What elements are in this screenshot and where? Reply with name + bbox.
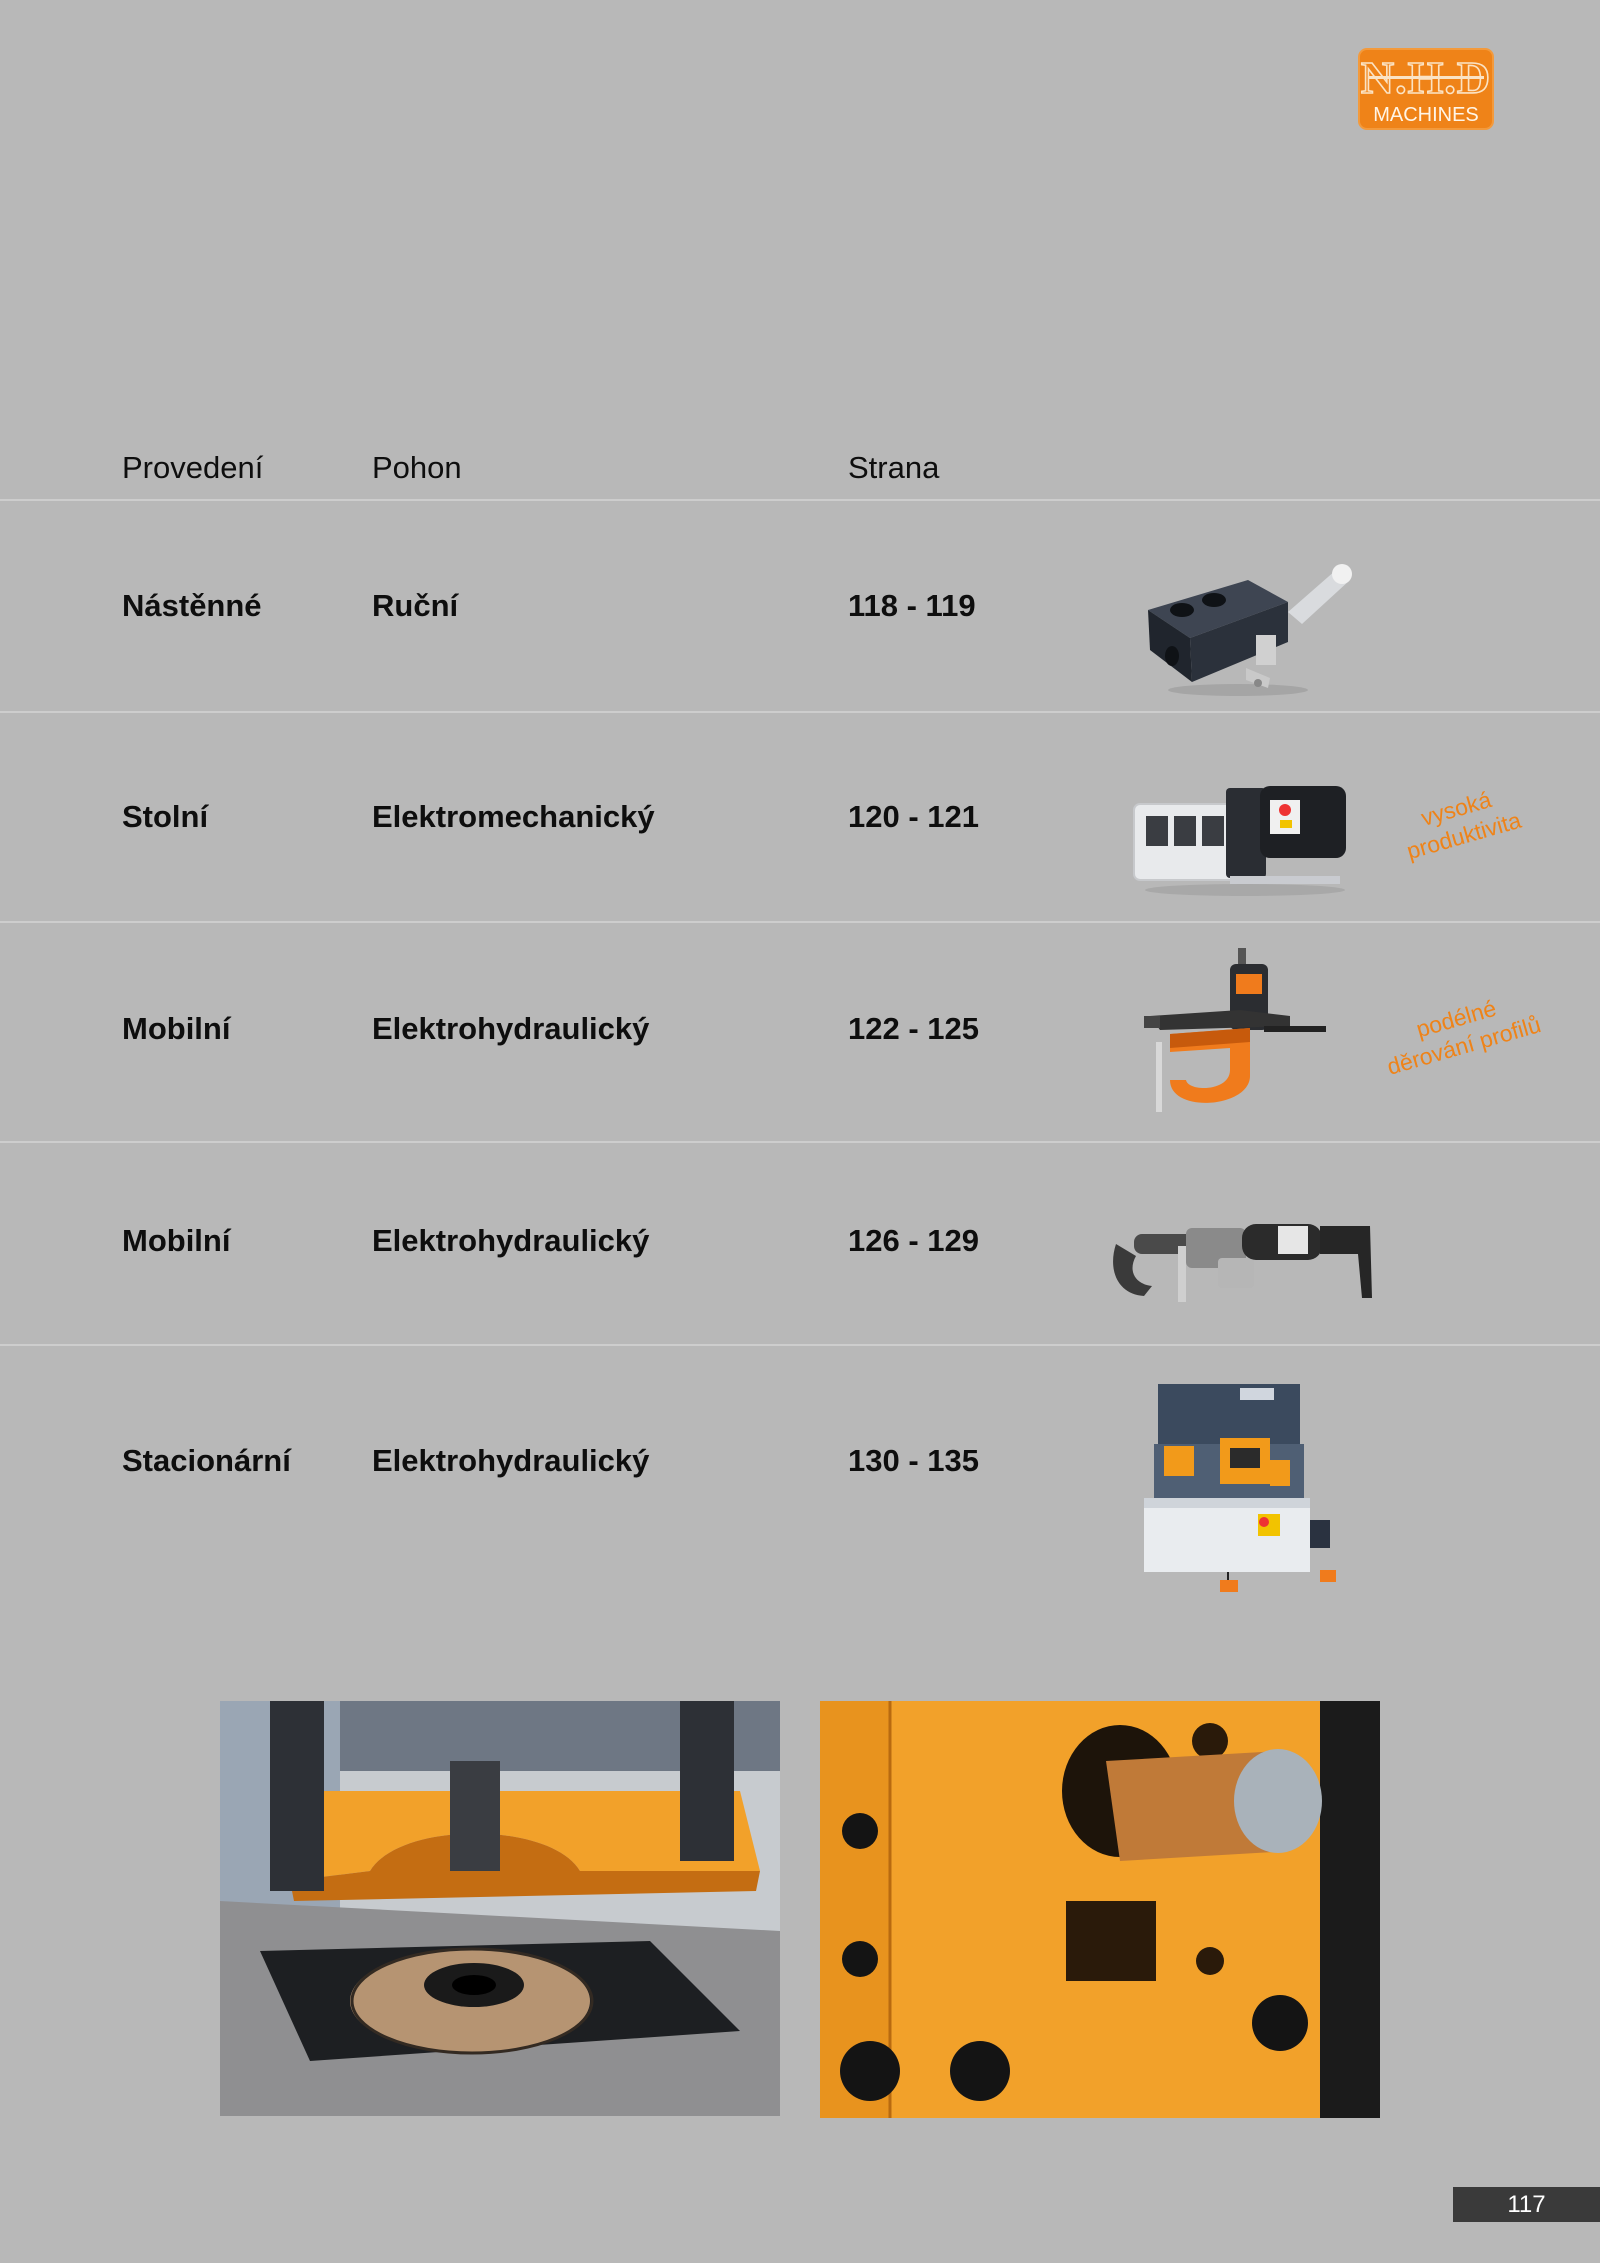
row-divider: [0, 1141, 1600, 1143]
bench-punch-thumbnail: [1130, 780, 1360, 900]
mobile-punch-thumbnail: [1140, 946, 1340, 1126]
row-divider: [0, 1344, 1600, 1346]
note-vysoka-produktivita: [1368, 771, 1553, 873]
row-divider: [0, 711, 1600, 713]
cell-pohon: Elektromechanický: [372, 799, 655, 834]
cell-provedeni: Stacionární: [122, 1443, 291, 1478]
cell-provedeni: Nástěnné: [122, 588, 262, 623]
cell-provedeni: Mobilní: [122, 1011, 231, 1046]
header-divider: [0, 499, 1600, 501]
row-divider: [0, 921, 1600, 923]
cell-pohon: Elektrohydraulický: [372, 1223, 650, 1258]
punch-die-illustration: [220, 1701, 780, 2116]
punch-close-up-photo: [820, 1701, 1380, 2118]
note-podelne-derovani: [1358, 978, 1562, 1086]
cell-strana: 130 - 135: [848, 1443, 979, 1478]
cell-provedeni: Mobilní: [122, 1223, 231, 1258]
cell-pohon: Elektrohydraulický: [372, 1443, 650, 1478]
cell-strana: 118 - 119: [848, 588, 976, 623]
punch-close-up-illustration: [820, 1701, 1380, 2118]
column-header-strana: Strana: [848, 450, 940, 485]
note-text: vysoká produktivita: [1403, 786, 1524, 865]
logo-subtitle: MACHINES: [1373, 104, 1479, 126]
ironworker-thumbnail: [1140, 1374, 1346, 1598]
punch-die-photo: [220, 1701, 780, 2116]
page-number: 117: [1453, 2187, 1600, 2222]
note-text: podélné děrování profilů: [1384, 994, 1544, 1080]
column-header-pohon: Pohon: [372, 450, 462, 485]
cell-strana: 120 - 121: [848, 799, 979, 834]
cell-provedeni: Stolní: [122, 799, 209, 834]
cell-pohon: Elektrohydraulický: [372, 1011, 650, 1046]
logo-mark: N.H.D: [1360, 52, 1492, 103]
column-header-provedeni: Provedení: [122, 450, 264, 485]
cell-strana: 122 - 125: [848, 1011, 979, 1046]
cell-strana: 126 - 129: [848, 1223, 979, 1258]
nhd-machines-logo: [1358, 48, 1494, 130]
handheld-punch-thumbnail: [1108, 1208, 1378, 1312]
cell-pohon: Ruční: [372, 588, 459, 623]
wall-punch-thumbnail: [1138, 540, 1358, 700]
